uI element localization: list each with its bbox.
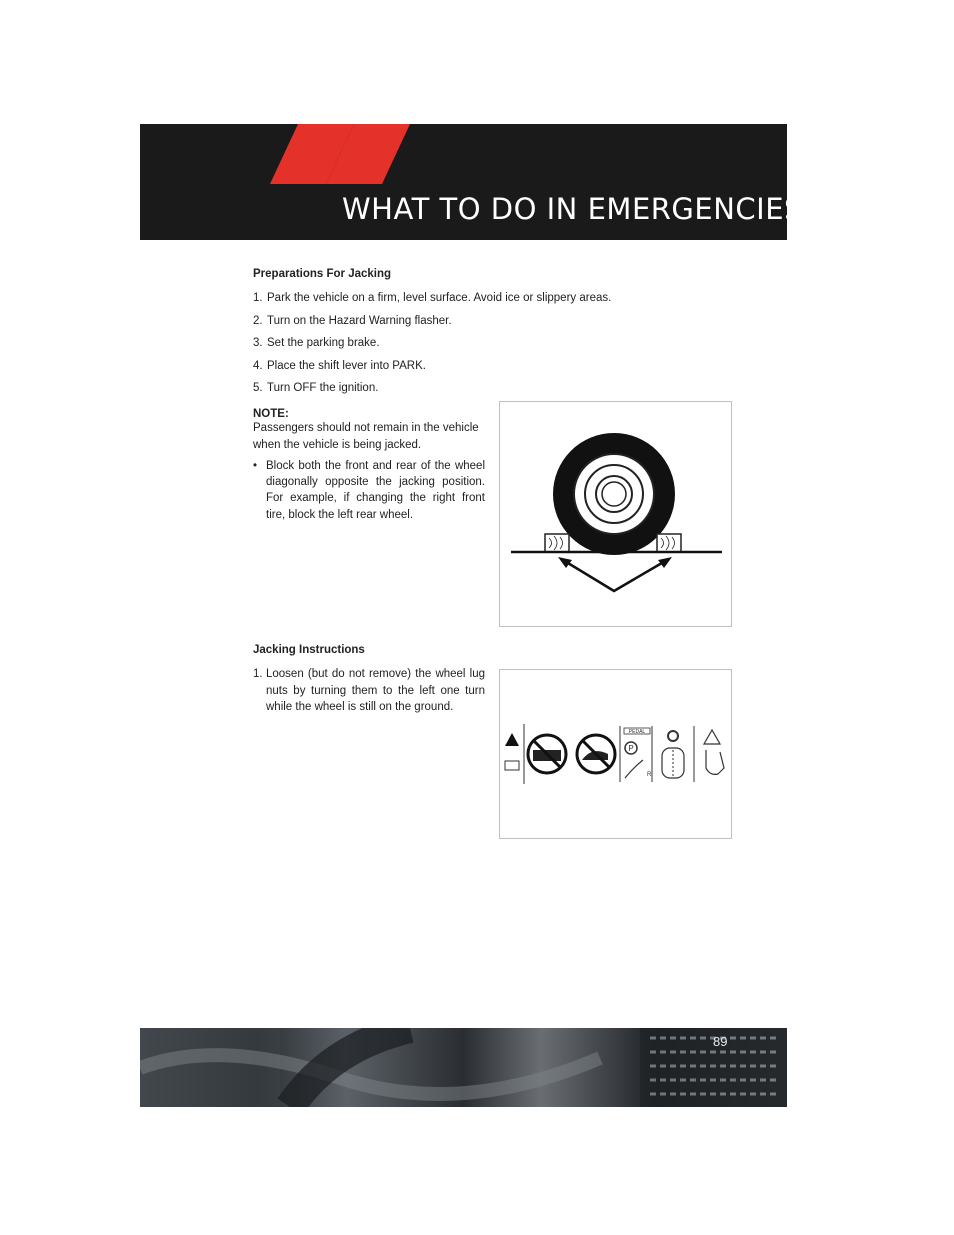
jacking-heading: Jacking Instructions — [253, 644, 365, 656]
jacking-steps — [253, 666, 485, 716]
note-text: Passengers should not remain in the vehicle when the vehicle is being jacked. — [253, 422, 479, 451]
list-item: 1. Park the vehicle on a firm, level surface. Avoid ice or slippery areas. — [253, 292, 612, 304]
warning-label-illustration — [500, 670, 731, 838]
preparation-steps — [253, 290, 731, 396]
svg-text:R: R — [647, 772, 652, 778]
list-item: 1. Loosen (but do not remove) the wheel lug nuts by turning them to the left one turn while the wheel is still on the ground. — [253, 668, 485, 713]
note-title: NOTE: — [253, 408, 289, 420]
svg-text:P: P — [628, 744, 634, 753]
footer-tire-image — [140, 1028, 787, 1107]
chapter-header — [140, 124, 803, 240]
page-number: 89 — [713, 1034, 728, 1049]
preparations-heading: Preparations For Jacking — [253, 268, 392, 280]
list-item: 5. Turn OFF the ignition. — [253, 382, 379, 394]
main-content — [253, 268, 731, 713]
no-person-under-vehicle-icon — [528, 735, 566, 773]
no-vehicle-on-jack-icon — [577, 735, 615, 773]
jack-warning-label-figure — [499, 669, 732, 839]
footer-band — [140, 1028, 787, 1107]
list-item: 4. Place the shift lever into PARK. — [253, 359, 426, 372]
list-item: 3. Set the parking brake. — [253, 337, 380, 349]
svg-text:PEDAL: PEDAL — [628, 729, 646, 735]
chapter-title: WHAT TO DO IN EMERGENCIES — [342, 192, 803, 226]
wheel-block-figure — [499, 401, 732, 627]
list-item: 2. Turn on the Hazard Warning flasher. — [253, 314, 452, 327]
bullet-item: • Block both the front and rear of the wheel diagonally opposite the jacking position. For example, if changing the right front tire, block the left rear wheel. — [253, 460, 485, 521]
bullet-mark: • — [253, 460, 258, 472]
wheel-chock-illustration — [500, 402, 731, 626]
racing-stripes-logo — [270, 124, 420, 184]
note-block — [253, 408, 485, 523]
